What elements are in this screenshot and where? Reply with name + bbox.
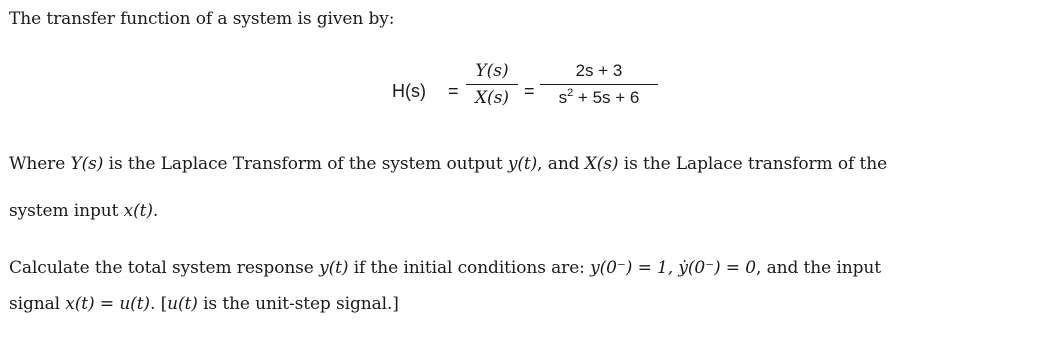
- math-span: Y(s): [70, 154, 104, 174]
- math-span: y(0⁻) = 1, ẏ(0⁻) = 0: [590, 258, 756, 278]
- math-span: y(t): [319, 258, 349, 278]
- text-span: Where: [9, 154, 71, 174]
- polynomial-fraction: [540, 59, 658, 110]
- denominator-base: s: [558, 88, 568, 107]
- text-span: system input: [9, 201, 124, 221]
- denominator-rest: + 5s + 6: [573, 88, 640, 107]
- equals-sign: =: [524, 81, 535, 101]
- equation-lhs: H(s): [392, 81, 426, 101]
- text-span: is the unit-step signal.]: [197, 294, 399, 314]
- transfer-function-equation: [0, 55, 1044, 135]
- math-span: x(t): [123, 201, 153, 221]
- text-span: Calculate the total system response: [9, 258, 320, 278]
- text-span: . [: [149, 294, 168, 314]
- text-span: is the Laplace transform of the: [618, 154, 888, 174]
- intro-paragraph: [9, 7, 394, 31]
- equals-sign: =: [448, 81, 459, 101]
- intro-text: The transfer function of a system is given by:: [9, 9, 395, 29]
- math-span: X(s): [584, 154, 619, 174]
- fraction-numerator: Y(s): [475, 61, 509, 81]
- text-span: if the initial conditions are:: [348, 258, 591, 278]
- output-input-fraction: [466, 59, 518, 110]
- fraction-denominator: X(s): [474, 88, 510, 108]
- fraction-denominator: [540, 86, 658, 110]
- math-span: u(t): [167, 294, 198, 314]
- text-span: signal: [9, 294, 66, 314]
- text-span: .: [152, 201, 159, 221]
- math-span: y(t): [507, 154, 538, 174]
- where-paragraph-line1: [9, 152, 887, 176]
- where-paragraph-line2: [9, 199, 158, 223]
- text-span: , and the input: [755, 258, 881, 278]
- fraction-bar: [540, 84, 658, 85]
- text-span: , and: [537, 154, 585, 174]
- denominator-exponent: 2: [567, 87, 574, 99]
- calc-paragraph-line2: [9, 292, 399, 316]
- fraction-numerator: 2s + 3: [575, 61, 623, 80]
- fraction-bar: [466, 84, 518, 85]
- math-span: x(t) = u(t): [65, 294, 150, 314]
- text-span: is the Laplace Transform of the system output: [103, 154, 508, 174]
- calc-paragraph-line1: [9, 256, 881, 280]
